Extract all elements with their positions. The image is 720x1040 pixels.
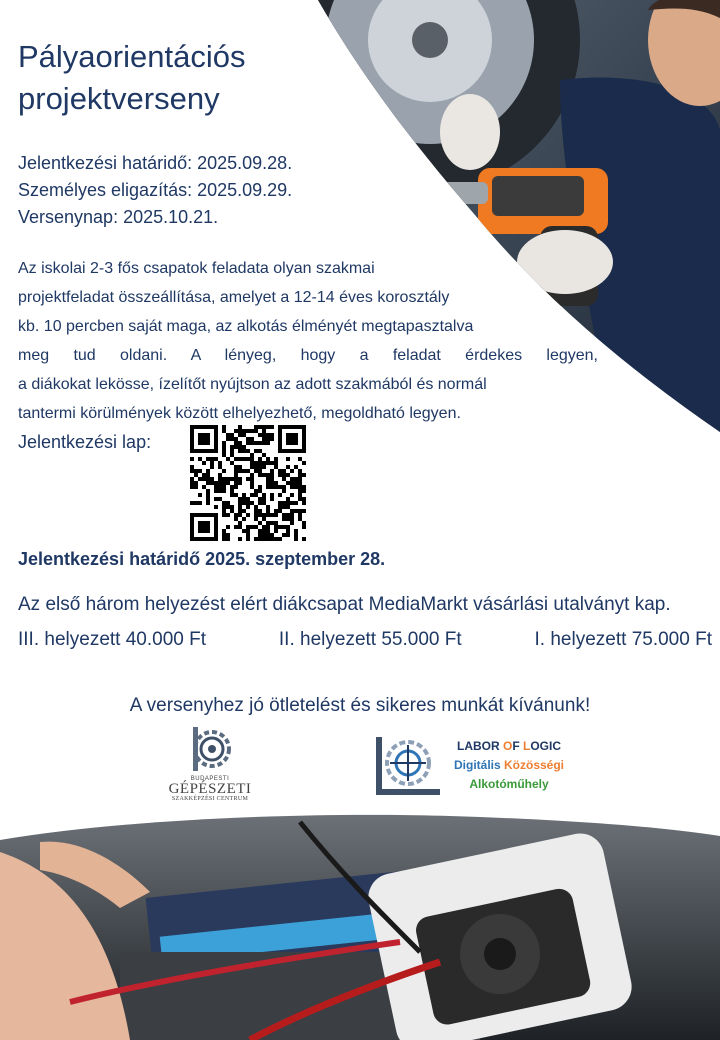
logo-labor-line1: LABOR OF LOGIC [456,739,562,753]
prize-first: I. helyezett 75.000 Ft [534,629,712,650]
logo-bgsz-main: GÉPÉSZETI [168,781,252,797]
prize-description: Az első három helyezést elért diákcsapat MediaMarkt vásárlási utalványt kap. [18,594,671,615]
prize-third: III. helyezett 40.000 Ft [18,629,206,650]
gear-icon [187,723,233,775]
prize-amounts [18,629,712,651]
logo-bgsz-sub: SZAKKÉPZÉSI CENTRUM [171,796,249,802]
date-competition-day: Versenynap: 2025.10.21. [18,207,219,227]
description-line: meg tud oldani. A lényeg, hogy a feladat érdekes legyen, [18,347,598,364]
bgsz-logo [165,723,255,807]
page-title [18,36,245,120]
bottom-photo-multimeter [0,812,720,1040]
description-line: tantermi körülmények között elhelyezhető, megoldható legyen. [18,405,461,422]
description-line: a diákokat lekösse, ízelítőt nyújtson az adott szakmából és normál [18,376,487,393]
description-line: projektfeladat összeállítása, amelyet a 12-14 éves korosztály [18,289,450,306]
closing-wish: A versenyhez jó ötletelést és sikeres munkát kívánunk! [129,695,591,716]
description-line: kb. 10 percben saját maga, az alkotás élményét megtapasztalva [18,318,474,335]
prize-second: II. helyezett 55.000 Ft [278,629,462,650]
qr-code-icon[interactable] [190,425,306,541]
date-briefing: Személyes eligazítás: 2025.09.29. [18,180,293,200]
application-form-label: Jelentkezési lap: [18,432,152,452]
date-application-deadline: Jelentkezési határidő: 2025.09.28. [18,153,293,173]
labor-of-logic-icon [372,733,444,799]
logo-labor-line3: Alkotóműhely [469,777,549,791]
key-dates [18,150,292,231]
description-line: Az iskolai 2-3 fős csapatok feladata olyan szakmai [18,260,375,277]
title-line-2: projektverseny [18,81,220,116]
logo-labor-line2: Digitális Közösségi [453,758,565,772]
labor-of-logic-text [448,737,570,794]
title-line-1: Pályaorientációs [18,39,246,74]
logo-bgsz-top: BUDAPESTI [190,776,230,782]
deadline-highlight: Jelentkezési határidő 2025. szeptember 28. [18,549,386,569]
description [18,254,598,428]
